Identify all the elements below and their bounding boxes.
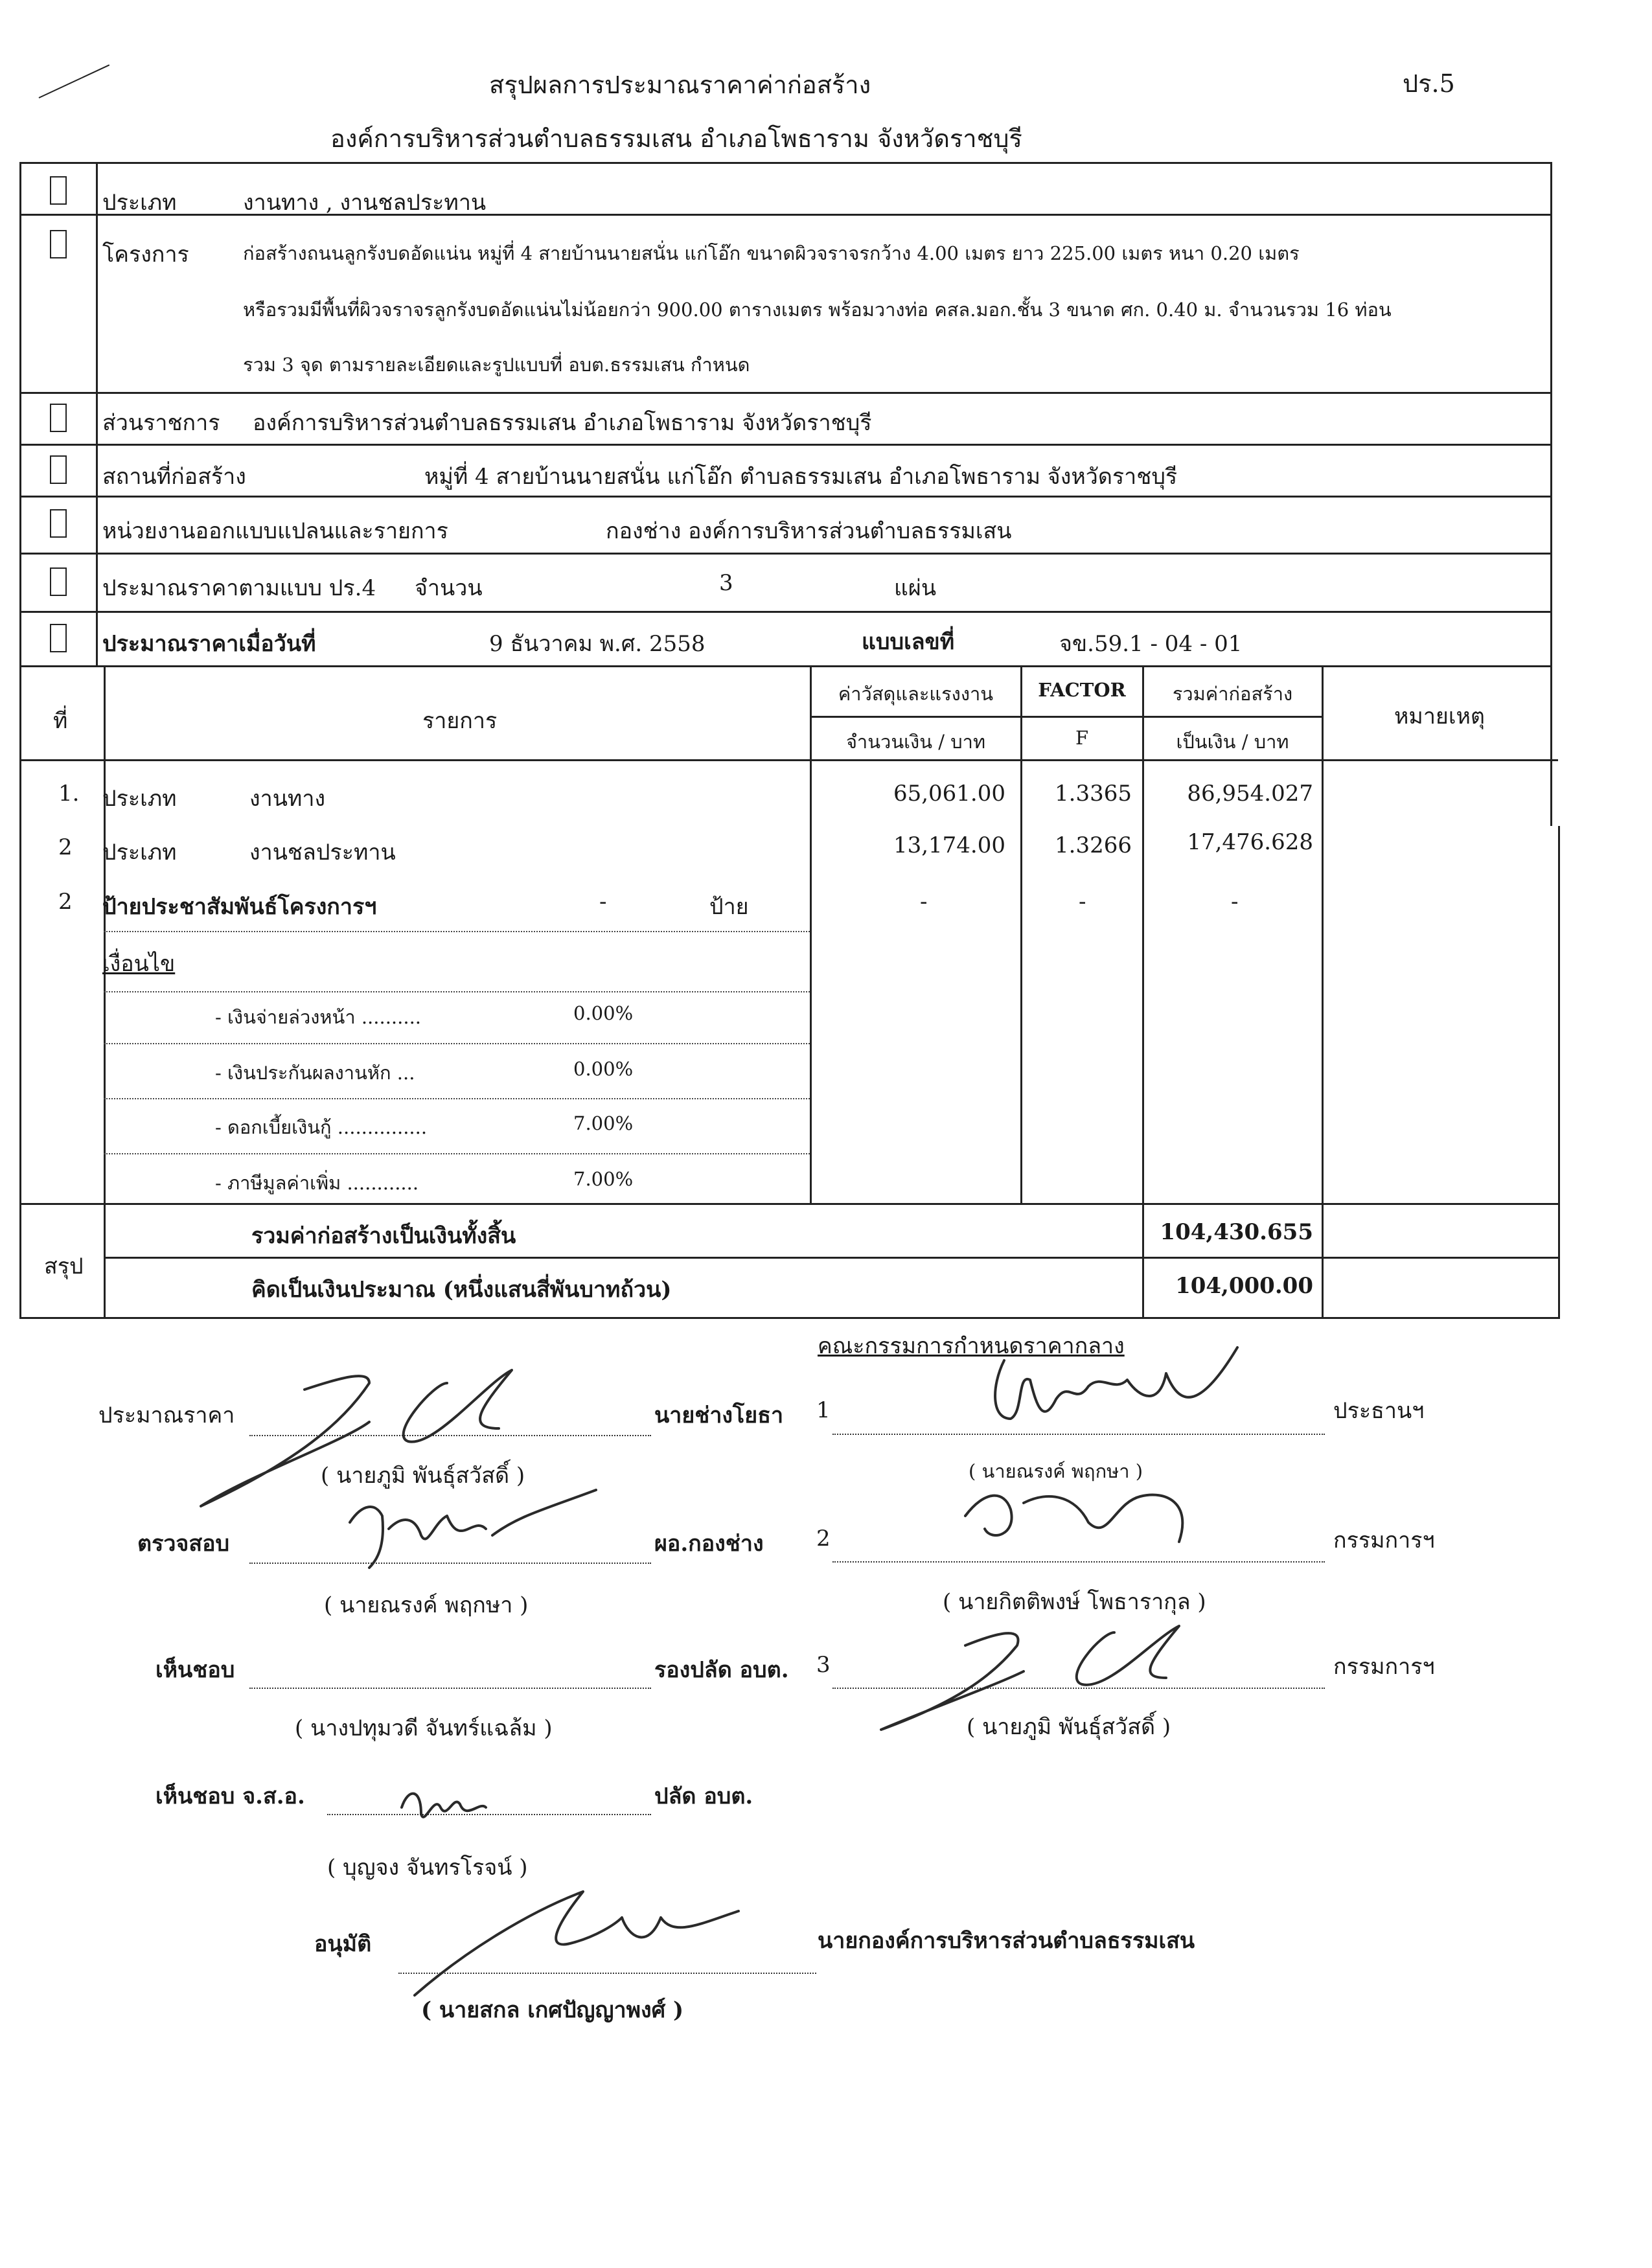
row-sep (19, 611, 1552, 613)
sheet-unit: แผ่น (894, 575, 937, 601)
signature-approver (402, 1872, 751, 2002)
signature-engineer (965, 1334, 1263, 1464)
condition-vat-value: 7.00% (573, 1168, 634, 1190)
project-line-3: รวม 3 จุด ตามรายละเอียดและรูปแบบที่ อบต.ธรรมเสน กำหนด (243, 354, 750, 376)
project-label: โครงการ (102, 242, 189, 268)
estimate-sign-name: ( นายภูมิ พันธุ์สวัสดิ์ ) (321, 1463, 525, 1489)
approx-label: คิดเป็นเงินประมาณ (หนึ่งแสนสี่พันบาทถ้วน) (251, 1277, 672, 1303)
conditions-title: เงื่อนไข (102, 951, 176, 977)
summary-mid-line (104, 1257, 1558, 1259)
corner-mark (39, 64, 110, 98)
count-value: 3 (719, 570, 733, 596)
row1-cat: ประเภท (102, 786, 177, 812)
row-sep (19, 392, 1552, 394)
document-title: สรุปผลการประมาณราคาค่าก่อสร้าง (489, 71, 871, 99)
condition-retention-label: - เงินประกันผลงานหัก ... (215, 1062, 415, 1084)
site-value: หมู่ที่ 4 สายบ้านนายสนั่น แก่โอ๊ก ตำบลธรรมเสน อำเภอโพธาราม จังหวัดราชบุรี (424, 464, 1178, 490)
condition-advance-label: - เงินจ่ายล่วงหน้า .......... (215, 1006, 422, 1028)
frame-right-lower (1558, 826, 1560, 1319)
design-unit-label: หน่วยงานออกแบบแปลนและรายการ (102, 518, 448, 544)
signature-checker (337, 1477, 609, 1581)
checkbox-site[interactable] (50, 455, 67, 484)
agency-value: องค์การบริหารส่วนตำบลธรรมเสน อำเภอโพธาราม จังหวัดราชบุรี (253, 410, 872, 436)
checkbox-agency[interactable] (50, 404, 67, 432)
row-guide (104, 1043, 810, 1044)
agree1-sign-name: ( นางปทุมวดี จันทร์แฉล้ม ) (295, 1715, 553, 1741)
signature-agree2 (389, 1769, 499, 1840)
row1-cost: 65,061.00 (893, 781, 1005, 807)
check-sign-label: ตรวจสอบ (137, 1531, 230, 1557)
approve-sign-label: อนุมัติ (314, 1931, 372, 1957)
row-sep (19, 553, 1552, 555)
checkbox-date[interactable] (50, 624, 67, 652)
estimate-label: ประมาณราคาตามแบบ ปร.4 (102, 575, 376, 601)
clerk-sign-label: ปลัด อบต. (654, 1783, 753, 1809)
row-sep (19, 496, 1552, 498)
engineer-sign-role: ประธานฯ (1333, 1398, 1425, 1424)
signature-deputy (868, 1607, 1231, 1736)
estimate-sign-label: ประมาณราคา (98, 1403, 235, 1428)
checkbox-project[interactable] (50, 230, 67, 258)
header-bottom-line (19, 759, 1558, 761)
header-mid-line (810, 716, 1322, 718)
org-line: องค์การบริหารส่วนตำบลธรรมเสน อำเภอโพธาราม จังหวัดราชบุรี (330, 124, 1022, 153)
col-header-factor-top: FACTOR (1038, 679, 1126, 701)
total-value: 104,430.655 (1160, 1219, 1313, 1245)
project-line-1: ก่อสร้างถนนลูกรังบดอัดแน่น หมู่ที่ 4 สายบ้านนายสนั่น แก่โอ๊ก ขนาดผิวจราจรกว้าง 4.00 เมตร ยาว 225.00 เมตร หนา 0.20 เมตร (243, 242, 1300, 264)
col-header-no: ที่ (53, 708, 68, 734)
approve-sign-title: นายกองค์การบริหารส่วนตำบลธรรมเสน (818, 1928, 1195, 1954)
row3-no: 2 (58, 889, 73, 915)
engineer-sign-label: นายช่างโยธา (654, 1403, 784, 1428)
col-header-factor-bottom: F (1075, 727, 1089, 749)
row1-no: 1. (58, 781, 80, 807)
date-label: ประมาณราคาเมื่อวันที่ (102, 631, 316, 657)
row3-name: - (599, 889, 607, 915)
agree1-sign-line (249, 1688, 651, 1689)
col-header-item: รายการ (422, 708, 498, 734)
row2-cat: ประเภท (102, 840, 177, 865)
director-sign-label: ผอ.กองช่าง (654, 1531, 764, 1557)
summary-top-line (19, 1203, 1558, 1205)
total-label: รวมค่าก่อสร้างเป็นเงินทั้งสิ้น (251, 1223, 516, 1249)
date-value: 9 ธันวาคม พ.ศ. 2558 (489, 631, 706, 657)
signature-director (946, 1464, 1218, 1568)
checkbox-estimate[interactable] (50, 567, 67, 596)
col-header-total-top: รวมค่าก่อสร้าง (1172, 683, 1293, 705)
drawing-value: จข.59.1 - 04 - 01 (1059, 631, 1243, 657)
col-line-total (1322, 665, 1324, 1317)
row-guide (104, 1098, 810, 1099)
row3-cost: - (920, 889, 928, 915)
project-line-2: หรือรวมมีพื้นที่ผิวจราจรลูกรังบดอัดแน่นไม่น้อยกว่า 900.00 ตารางเมตร พร้อมวางท่อ คสล.มอก.ชั้น 3 ขนาด ศก. 0.40 ม. จำนวนรวม 16 ท่อน (243, 299, 1392, 321)
row-sep (19, 444, 1552, 446)
type-label: ประเภท (102, 190, 177, 216)
check-sign-name: ( นายณรงค์ พฤกษา ) (324, 1592, 529, 1618)
director-sign-no: 2 (816, 1526, 831, 1552)
agree2-sign-label: เห็นชอบ จ.ส.อ. (155, 1783, 305, 1809)
summary-label: สรุป (44, 1254, 84, 1279)
row-guide (104, 991, 810, 992)
checkbox-col-line (96, 162, 98, 667)
row-guide (104, 931, 810, 932)
design-unit-value: กองช่าง องค์การบริหารส่วนตำบลธรรมเสน (606, 518, 1012, 544)
committee-title: คณะกรรมการกำหนดราคากลาง (818, 1333, 1125, 1359)
deputy-sign-no: 3 (816, 1652, 831, 1678)
agree2-sign-name: ( บุญจง จันทรโรจน์ ) (327, 1855, 528, 1881)
deputy-sign-label: รองปลัด อบต. (654, 1657, 789, 1683)
col-header-cost-bottom: จำนวนเงิน / บาท (845, 731, 986, 753)
deputy-sign-name: ( นายภูมิ พันธุ์สวัสดิ์ ) (967, 1714, 1171, 1740)
frame-bottom (19, 1317, 1560, 1319)
agency-label: ส่วนราชการ (102, 410, 220, 436)
row3-total: - (1231, 889, 1239, 915)
row2-factor: 1.3266 (1055, 832, 1132, 858)
condition-retention-value: 0.00% (573, 1058, 634, 1080)
row2-name: งานชลประทาน (249, 840, 396, 865)
checkbox-type[interactable] (50, 176, 67, 205)
engineer-sign-no: 1 (816, 1397, 831, 1423)
type-value: งานทาง , งานชลประทาน (243, 190, 487, 216)
frame-left (19, 162, 21, 1319)
drawing-label: แบบเลขที่ (862, 629, 955, 655)
row3-unit: ป้าย (709, 894, 749, 920)
row-guide (104, 1153, 810, 1154)
approve-sign-name: ( นายสกล เกศปัญญาพงศ์ ) (421, 1997, 684, 2023)
agree1-sign-label: เห็นชอบ (155, 1657, 235, 1683)
row2-no: 2 (58, 834, 73, 860)
site-label: สถานที่ก่อสร้าง (102, 464, 246, 490)
condition-interest-label: - ดอกเบี้ยเงินกู้ ............... (215, 1116, 428, 1138)
condition-interest-value: 7.00% (573, 1112, 634, 1134)
row2-total: 17,476.628 (1187, 829, 1313, 855)
engineer-sign-name: ( นายณรงค์ พฤกษา ) (969, 1460, 1143, 1482)
director-sign-name: ( นายกิตติพงษ์ โพธารากุล ) (943, 1589, 1206, 1615)
approx-value: 104,000.00 (1175, 1273, 1313, 1299)
row1-total: 86,954.027 (1187, 781, 1313, 807)
row3-factor: - (1079, 889, 1086, 915)
count-label: จำนวน (415, 575, 483, 601)
condition-advance-value: 0.00% (573, 1002, 634, 1024)
row3-cat: ป้ายประชาสัมพันธ์โครงการฯ (102, 894, 377, 920)
row1-factor: 1.3365 (1055, 781, 1132, 807)
col-header-remark: หมายเหตุ (1394, 704, 1485, 729)
form-code: ปร.5 (1403, 69, 1455, 98)
col-header-cost-top: ค่าวัสดุและแรงงาน (838, 683, 994, 705)
row2-cost: 13,174.00 (893, 832, 1005, 858)
frame-top (19, 162, 1552, 164)
condition-vat-label: - ภาษีมูลค่าเพิ่ม ............ (215, 1172, 419, 1194)
deputy-sign-role: กรรมการฯ (1333, 1654, 1435, 1680)
col-header-total-bottom: เป็นเงิน / บาท (1176, 731, 1289, 753)
row1-name: งานทาง (249, 786, 326, 812)
checkbox-design-unit[interactable] (50, 509, 67, 538)
director-sign-role: กรรมการฯ (1333, 1528, 1435, 1553)
